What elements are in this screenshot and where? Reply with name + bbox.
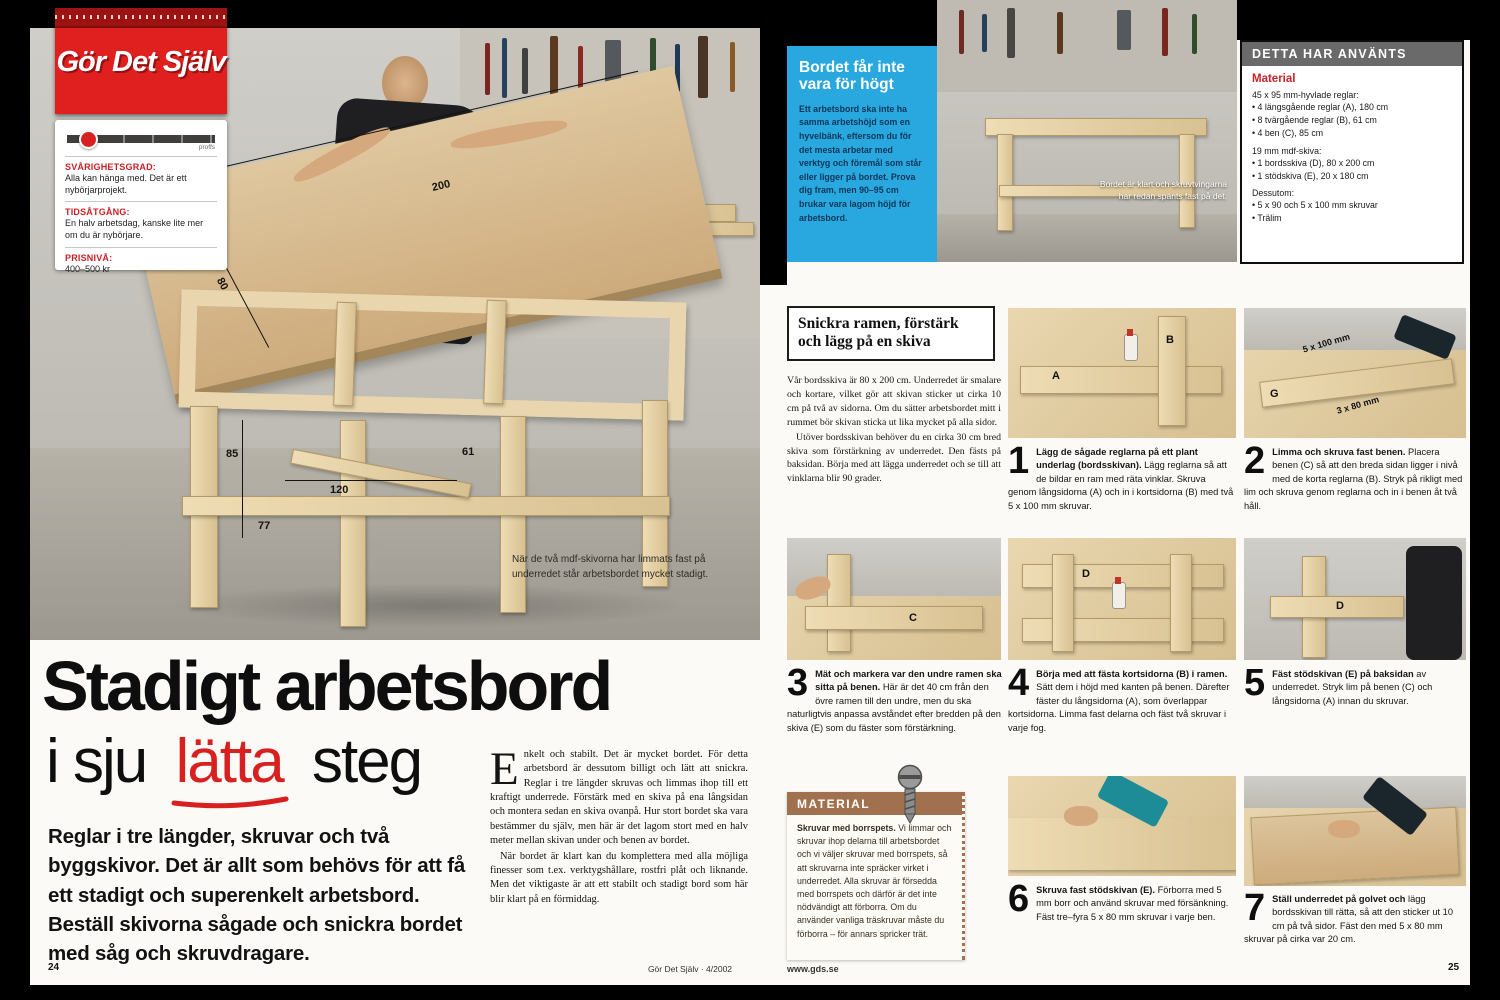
intro-column bbox=[490, 743, 748, 907]
tool-icon bbox=[485, 43, 490, 95]
dimension-label: 77 bbox=[258, 520, 271, 532]
step-3 bbox=[787, 662, 1003, 735]
list-item: • 8 tvärgående reglar (B), 61 cm bbox=[1252, 114, 1452, 127]
fact-text: 400–500 kr bbox=[65, 263, 111, 274]
fact-time bbox=[65, 201, 217, 241]
step-1-photo bbox=[1008, 308, 1236, 438]
material-box-bold: Skruvar med borrspets. bbox=[797, 823, 896, 833]
tip-box bbox=[787, 46, 937, 262]
headline-line1: Stadigt arbetsbord bbox=[42, 647, 611, 725]
headline-line2-post: steg bbox=[311, 727, 422, 796]
magazine-logo bbox=[55, 8, 227, 114]
part-letter: C bbox=[909, 612, 917, 624]
material-heading: Material bbox=[1252, 73, 1296, 85]
red-swoosh-underline-icon bbox=[170, 794, 290, 812]
tool-icon bbox=[730, 42, 735, 92]
fact-label: SVÅRIGHETSGRAD: bbox=[65, 162, 157, 172]
headline-accent-wrap bbox=[176, 727, 283, 796]
materials-used-box bbox=[1240, 40, 1464, 264]
dimension-label: 85 bbox=[226, 448, 239, 460]
group-list bbox=[1252, 199, 1452, 225]
list-item: • 4 längsgående reglar (A), 180 cm bbox=[1252, 101, 1452, 114]
step-1 bbox=[1008, 440, 1234, 513]
tool-icon bbox=[1007, 8, 1015, 58]
tool-icon bbox=[1117, 10, 1131, 50]
step-text: Limma och skruva fast benen. Placera benen (C) så att den breda sidan ligger i nivå med de korta reglarna (B). Stryk på rikligt med lim och skruva genom reglarna och in i benen åt två håll. bbox=[1244, 447, 1463, 511]
step-text: Fäst stödskivan (E) på baksidan av underredet. Stryk lim på benen (C) och långsidorna (A) innan du skruvar. bbox=[1272, 669, 1433, 706]
tool-icon bbox=[959, 10, 964, 54]
page-number-right: 25 bbox=[1448, 962, 1460, 973]
step-text: Lägg de sågade reglarna på ett plant underlag (bordsskivan). Lägg reglarna så att de bildar en ram med räta vinklar. Skruva genom långsidorna (A) och in i kortsidorna (B) med två 5 x 100 mm skruvar. bbox=[1008, 447, 1234, 511]
dimension-line bbox=[242, 420, 243, 538]
step-text: Börja med att fästa kortsidorna (B) i ramen. Sätt dem i höjd med kanten på benen. Därefter fäster du långsidorna (A), som överlappar kortsidorna. Limma fast delarna och fäst två skruvar i varje fog. bbox=[1008, 669, 1230, 733]
tool-icon bbox=[982, 14, 987, 52]
used-box-header: DETTA HAR ANVÄNTS bbox=[1242, 42, 1462, 66]
step-5-photo bbox=[1244, 538, 1466, 660]
headline-line2 bbox=[46, 726, 421, 797]
footer-credit: Gör Det Själv · 4/2002 bbox=[647, 964, 733, 974]
step-4-photo bbox=[1008, 538, 1236, 660]
material-box-header: MATERIAL bbox=[787, 792, 962, 815]
slider-knob-icon bbox=[79, 130, 98, 149]
list-item: • 1 stödskiva (E), 20 x 180 cm bbox=[1252, 170, 1452, 183]
step-5 bbox=[1244, 662, 1466, 708]
part-letter: B bbox=[1166, 334, 1174, 346]
tool-icon bbox=[1057, 12, 1063, 54]
stodskiva bbox=[1008, 818, 1236, 870]
step-text: Mät och markera var den undre ramen ska sitta på benen. Här är det 40 cm från den övre ramen till den undre, men du ska naturligtvis anpassa avståndet efter bredden på den skiva (E) som du fäster som förstärkning. bbox=[787, 669, 1002, 733]
regel bbox=[1020, 366, 1222, 394]
step-text: Skruva fast stödskivan (E). Förborra med 5 mm borr och använd skruvar med försänkning. Fäst tre–fyra 5 x 80 mm skruvar i varje ben. bbox=[1036, 885, 1229, 922]
material-box-text: Vi limmar och skruvar ihop delarna till arbetsbordet och vi väljer skruvar med borrspets, så att skruvarna inte spräcker virket i underredet. Alla skruvar är försedda med borrspets och därför är det inte nödvändigt att förborra. Om du använder vanliga träskruvar måste du förborra – för annars spricker trät. bbox=[797, 823, 952, 939]
fact-difficulty bbox=[65, 156, 217, 196]
used-box-body bbox=[1242, 66, 1462, 232]
dimension-label: 61 bbox=[462, 446, 475, 458]
step-number: 2 bbox=[1244, 440, 1266, 482]
section-intro bbox=[787, 374, 1001, 486]
tool-icon bbox=[502, 38, 507, 98]
top-photo-caption: Bordet är klart och skruvtvingarna har redan spänts fast på det. bbox=[1099, 179, 1227, 202]
step-6-photo bbox=[1008, 776, 1236, 876]
dimension-label: 80 bbox=[213, 275, 231, 293]
group-list bbox=[1252, 157, 1452, 183]
tool-icon bbox=[698, 36, 708, 98]
step-4 bbox=[1008, 662, 1234, 735]
fact-box bbox=[55, 120, 227, 274]
glue-bottle bbox=[1112, 582, 1126, 609]
fact-label: PRISNIVÅ: bbox=[65, 252, 113, 263]
step-number: 1 bbox=[1008, 440, 1030, 482]
step-7-photo bbox=[1244, 776, 1466, 886]
section-title-box: Snickra ramen, förstärk och lägg på en skiva bbox=[787, 306, 995, 361]
bench-leg bbox=[340, 420, 366, 627]
step-6 bbox=[1008, 878, 1234, 924]
lead-paragraph: Reglar i tre längder, skruvar och två byggskivor. Det är allt som behövs för att få ett stadigt och superenkelt arbetsbord. Beställ skivorna sågade och snickra bordet med såg och skruvdragare. bbox=[48, 825, 466, 966]
group-title: 19 mm mdf-skiva: bbox=[1252, 145, 1322, 156]
ben bbox=[1052, 554, 1074, 652]
part-letter: D bbox=[1082, 568, 1090, 580]
ben bbox=[827, 554, 851, 652]
fact-text: En halv arbetsdag, kanske lite mer om du är nybörjare. bbox=[65, 218, 204, 241]
list-item: • Trälim bbox=[1252, 212, 1452, 225]
fact-text: Alla kan hänga med. Det är ett nybörjarprojekt. bbox=[65, 173, 187, 195]
glue-bottle bbox=[1124, 334, 1138, 361]
logo-top-strip bbox=[55, 8, 227, 28]
hand bbox=[1328, 820, 1360, 838]
regel bbox=[805, 606, 983, 630]
bench-lower-rail bbox=[182, 496, 670, 516]
wall bbox=[1244, 776, 1466, 808]
tool-icon bbox=[1192, 14, 1197, 54]
dimension-line bbox=[285, 480, 457, 481]
bench-crossbar bbox=[333, 302, 357, 407]
step-7 bbox=[1244, 887, 1466, 947]
hand bbox=[1064, 806, 1098, 826]
ben bbox=[1170, 554, 1192, 652]
step-2-photo bbox=[1244, 308, 1466, 438]
group-list bbox=[1252, 101, 1452, 141]
step-number: 3 bbox=[787, 662, 809, 704]
bench-crossbar bbox=[483, 300, 507, 405]
bench-shadow bbox=[170, 583, 690, 628]
screw-icon bbox=[893, 764, 927, 824]
main-photo-caption: När de två mdf-skivorna har limmats fast på underredet står arbetsbordet mycket stadigt. bbox=[512, 554, 709, 580]
part-letter: A bbox=[1052, 370, 1060, 382]
finished-table-photo bbox=[937, 0, 1237, 262]
tool-icon bbox=[1162, 8, 1168, 56]
group-title: Dessutom: bbox=[1252, 187, 1295, 198]
intro-para1: nkelt och stabilt. Det är mycket bordet. För detta arbetsbord är dessutom billigt och lätt att snickra. Reglar i tre längder skruvas och limmas ihop till ett kraftigt underrede. Förstärk med en skiva på ena långsidan och montera sedan en skiva ovanpå. Hur stort bordet ska vara bestämmer du själv, men här är det lagom stort med en halv meter mellan skivan under och benen av bordet. bbox=[490, 749, 748, 847]
tip-box-body: Ett arbetsbord ska inte ha samma arbetshöjd som en hyvelbänk, eftersom du för det mesta arbetar med verktyg och föremål som står eller ligger på bordet. Prova dig fram, men 90–95 cm brukar vara lagom höjd för arbetsbord. bbox=[799, 103, 922, 223]
screw-size-label: 5 x 100 mm bbox=[1301, 331, 1351, 355]
slider-scale-label: proffs bbox=[198, 144, 215, 151]
step-number: 5 bbox=[1244, 662, 1266, 704]
dimension-label: 120 bbox=[330, 484, 349, 496]
list-item: • 1 bordsskiva (D), 80 x 200 cm bbox=[1252, 157, 1452, 170]
dropcap: E bbox=[490, 743, 519, 795]
bottle-cap bbox=[1127, 329, 1133, 336]
logo-title: Gör Det Själv bbox=[56, 46, 226, 78]
list-item: • 4 ben (C), 85 cm bbox=[1252, 127, 1452, 140]
fact-label: TIDSÅTGÅNG: bbox=[65, 207, 130, 218]
material-box-body bbox=[787, 815, 962, 948]
top-black-right bbox=[1235, 0, 1470, 40]
fact-price bbox=[65, 247, 217, 276]
step-number: 6 bbox=[1008, 878, 1030, 920]
tip-box-title: Bordet får inte vara för högt bbox=[799, 59, 905, 94]
difficulty-slider bbox=[67, 135, 215, 143]
dimension-label: 200 bbox=[430, 178, 452, 194]
list-item: • 5 x 90 och 5 x 100 mm skruvar bbox=[1252, 199, 1452, 212]
step-text: Ställ underredet på golvet och lägg bordsskivan till rätta, så att den sticker ut 10 cm på två sidor. Fäst den med 5 x 80 mm skruvar på cirka var 20 cm. bbox=[1244, 894, 1453, 945]
section-para1: Vår bordsskiva är 80 x 200 cm. Underredet är smalare och kortare, vilket gör att skivan sticker ut cirka 10 cm på två av sidorna. Om du sätter arbetsbordet mitt i rummet bör skivan sticka ut lika mycket på alla sidor. bbox=[787, 375, 1001, 428]
screw-size-label: 3 x 80 mm bbox=[1335, 394, 1381, 416]
headline-accent: lätta bbox=[175, 727, 283, 796]
man-figure bbox=[1406, 546, 1462, 660]
part-letter: G bbox=[1270, 388, 1279, 400]
step-3-photo bbox=[787, 538, 1001, 660]
section-para2: Utöver bordsskivan behöver du en cirka 30 cm bred skiva som förstärkning av underredet. Den fästs på baksidan. Börja med att lägga underredet och se till att vinklarna blir 90 grader. bbox=[787, 431, 1001, 485]
step-number: 7 bbox=[1244, 887, 1266, 929]
website-url: www.gds.se bbox=[787, 964, 839, 974]
table-leg bbox=[997, 134, 1013, 231]
material-tip-box bbox=[787, 792, 965, 960]
table-top bbox=[985, 118, 1207, 136]
headline-line2-pre: i sju bbox=[46, 727, 147, 796]
intro-para2: När bordet är klart kan du komplettera med alla möjliga finesser som t.ex. verktygshållare, rostfri plåt och liknande. Men det viktigaste är att ett stabilt och stadigt bord som här blir klart på en förmiddag. bbox=[490, 850, 748, 905]
step-2 bbox=[1244, 440, 1466, 513]
page-number-left: 24 bbox=[48, 962, 60, 973]
regel bbox=[1158, 316, 1186, 426]
bench-top-frame bbox=[179, 289, 687, 420]
bottle-cap bbox=[1115, 577, 1121, 584]
bordsskiva bbox=[1250, 807, 1459, 886]
tool-icon bbox=[522, 48, 528, 94]
step-number: 4 bbox=[1008, 662, 1030, 704]
group-title: 45 x 95 mm-hyvlade reglar: bbox=[1252, 90, 1359, 100]
part-letter: D bbox=[1336, 600, 1344, 612]
